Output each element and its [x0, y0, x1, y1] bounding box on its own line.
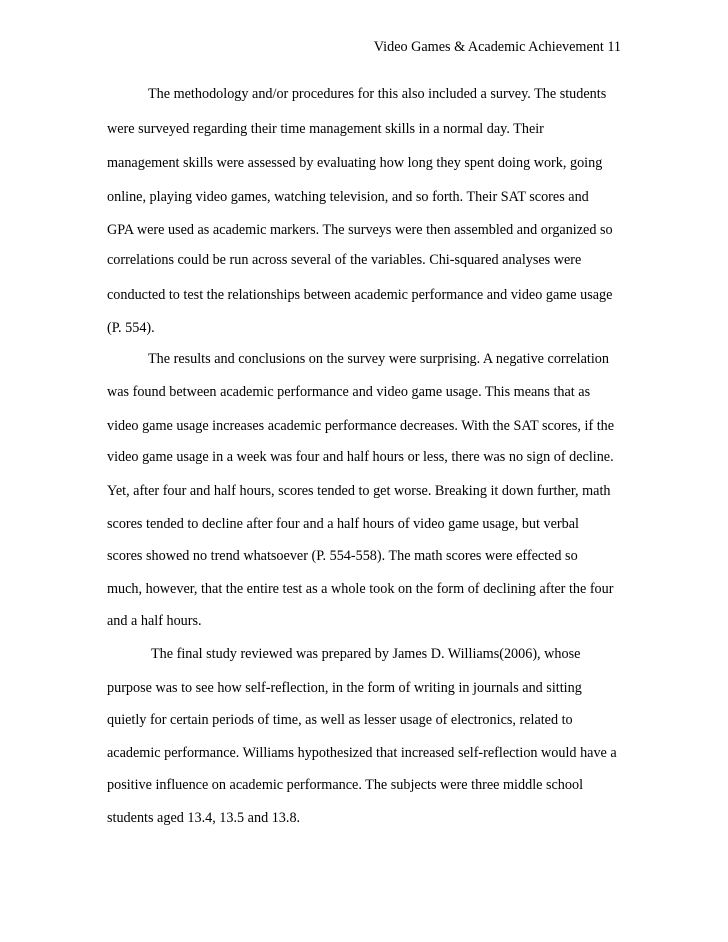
paragraph-1-line-2: were surveyed regarding their time management skills in a normal day. Their	[107, 121, 544, 137]
paragraph-1-line-4: online, playing video games, watching television, and so forth. Their SAT scores and	[107, 189, 589, 205]
paragraph-1-line-3: management skills were assessed by evaluating how long they spent doing work, going	[107, 155, 603, 171]
paragraph-1-line-6: correlations could be run across several of the variables. Chi-squared analyses were	[107, 252, 582, 268]
paragraph-3-line-2: purpose was to see how self-reflection, in the form of writing in journals and sitting	[107, 680, 582, 696]
paragraph-3-line-6: students aged 13.4, 13.5 and 13.8.	[107, 810, 301, 826]
paragraph-2-line-8: much, however, that the entire test as a whole took on the form of declining after the four	[107, 581, 614, 597]
paragraph-1-line-1: The methodology and/or procedures for this also included a survey. The students	[148, 86, 607, 102]
paragraph-2-line-6: scores tended to decline after four and a half hours of video game usage, but verbal	[107, 516, 579, 532]
paragraph-2-line-5: Yet, after four and half hours, scores tended to get worse. Breaking it down further, math	[107, 483, 611, 499]
paragraph-2-line-9: and a half hours.	[107, 613, 202, 629]
paragraph-2-line-4: video game usage in a week was four and half hours or less, there was no sign of decline.	[107, 449, 614, 465]
paragraph-1-line-5: GPA were used as academic markers. The surveys were then assembled and organized so	[107, 222, 613, 238]
paragraph-3-line-4: academic performance. Williams hypothesized that increased self-reflection would have a	[107, 745, 617, 761]
paragraph-3-line-5: positive influence on academic performance. The subjects were three middle school	[107, 777, 584, 793]
paragraph-2-line-3: video game usage increases academic performance decreases. With the SAT scores, if the	[107, 418, 615, 434]
paragraph-2-line-7: scores showed no trend whatsoever (P. 554-558). The math scores were effected so	[107, 548, 578, 564]
paragraph-2-line-2: was found between academic performance and video game usage. This means that as	[107, 384, 591, 400]
paragraph-1-line-8: (P. 554).	[107, 320, 155, 336]
running-head: Video Games & Academic Achievement 11	[373, 39, 621, 55]
paragraph-2-line-1: The results and conclusions on the survey were surprising. A negative correlation	[148, 351, 609, 367]
paragraph-1-line-7: conducted to test the relationships between academic performance and video game usage	[107, 287, 613, 303]
paragraph-3-line-1: The final study reviewed was prepared by James D. Williams(2006), whose	[151, 646, 581, 662]
paragraph-3-line-3: quietly for certain periods of time, as well as lesser usage of electronics, related to	[107, 712, 573, 728]
